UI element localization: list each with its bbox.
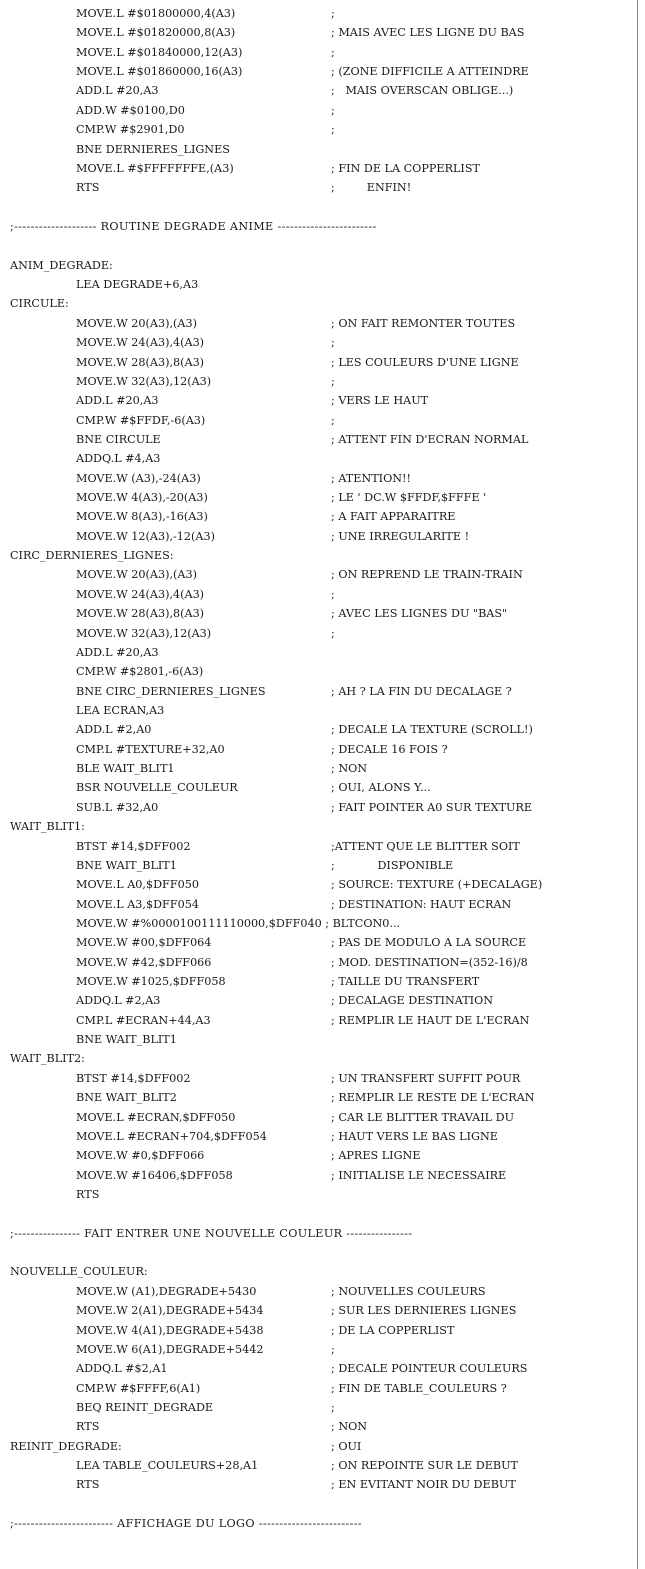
code-instruction: MOVE.L #$01820000,8(A3) <box>76 26 236 40</box>
code-instruction: RTS <box>76 1188 100 1201</box>
code-instruction: MOVE.W 24(A3),4(A3) <box>76 336 205 350</box>
code-comment: ; NON <box>331 762 368 775</box>
code-comment: ; DECALE LA TEXTURE (SCROLL!) <box>331 723 533 737</box>
code-comment: ; REMPLIR LE HAUT DE L'ECRAN <box>331 1013 530 1027</box>
code-comment: ;ATTENT QUE LE BLITTER SOIT <box>331 839 520 853</box>
code-instruction: MOVE.L #$01800000,4(A3) <box>76 7 236 20</box>
code-instruction: BNE WAIT_BLIT1 <box>76 858 177 872</box>
code-comment: ; <box>331 587 335 601</box>
code-comment: ; ATTENT FIN D'ECRAN NORMAL <box>331 432 529 446</box>
code-instruction: BNE CIRC_DERNIERES_LIGNES <box>76 684 266 698</box>
code-instruction: MOVE.W #%0000100111110000,$DFF040 ; BLTCON0... <box>76 916 401 930</box>
code-comment: ; DESTINATION: HAUT ECRAN <box>331 897 512 911</box>
code-instruction: CMP.W #$2801,-6(A3) <box>76 665 204 679</box>
code-comment: ; <box>331 123 335 137</box>
code-instruction: RTS <box>76 1478 100 1492</box>
code-instruction: ADDQ.L #2,A3 <box>76 994 161 1008</box>
code-instruction: BTST #14,$DFF002 <box>76 839 191 853</box>
code-comment: ; FIN DE TABLE_COULEURS ? <box>331 1381 507 1395</box>
code-comment: ; INITIALISE LE NECESSAIRE <box>331 1168 507 1182</box>
code-label: CIRC_DERNIERES_LIGNES: <box>10 549 174 563</box>
code-instruction: MOVE.W 28(A3),8(A3) <box>76 607 205 621</box>
code-instruction: ADD.L #20,A3 <box>76 645 159 659</box>
separator-text: ;------------------------ AFFICHAGE DU LOGO ------------------------- <box>10 1517 363 1531</box>
code-instruction: MOVE.L #ECRAN+704,$DFF054 <box>76 1129 267 1143</box>
code-label: REINIT_DEGRADE: <box>10 1439 122 1453</box>
code-instruction: MOVE.W (A1),DEGRADE+5430 <box>76 1284 257 1298</box>
code-comment: ; HAUT VERS LE BAS LIGNE <box>331 1129 498 1143</box>
code-instruction: MOVE.W 6(A1),DEGRADE+5442 <box>76 1342 264 1356</box>
code-instruction: MOVE.W 28(A3),8(A3) <box>76 355 205 369</box>
code-instruction: BEQ REINIT_DEGRADE <box>76 1400 214 1414</box>
code-comment: ; NOUVELLES COULEURS <box>331 1284 486 1298</box>
code-instruction: MOVE.L A0,$DFF050 <box>76 878 199 892</box>
code-comment: ; DE LA COPPERLIST <box>331 1323 455 1337</box>
code-comment: ; <box>331 1400 335 1414</box>
code-instruction: BSR NOUVELLE_COULEUR <box>76 781 238 795</box>
code-instruction: MOVE.W 8(A3),-16(A3) <box>76 510 208 524</box>
code-comment: ; VERS LE HAUT <box>331 394 429 408</box>
code-label: WAIT_BLIT2: <box>10 1052 85 1066</box>
code-instruction: MOVE.L #$01860000,16(A3) <box>76 65 243 79</box>
code-instruction: MOVE.L #$01840000,12(A3) <box>76 45 243 59</box>
code-instruction: LEA ECRAN,A3 <box>76 704 165 717</box>
code-instruction: MOVE.W 32(A3),12(A3) <box>76 374 212 388</box>
code-comment: ; CAR LE BLITTER TRAVAIL DU <box>331 1110 515 1124</box>
code-instruction: ADD.L #20,A3 <box>76 84 159 98</box>
code-comment: ; TAILLE DU TRANSFERT <box>331 975 480 988</box>
code-comment: ; FAIT POINTER A0 SUR TEXTURE <box>331 800 533 814</box>
code-instruction: CMP.W #$FFFF,6(A1) <box>76 1381 201 1395</box>
code-comment: ; <box>331 413 335 427</box>
code-comment: ; ON REPOINTE SUR LE DEBUT <box>331 1459 518 1472</box>
code-comment: ; SUR LES DERNIERES LIGNES <box>331 1304 517 1318</box>
code-comment: ; (ZONE DIFFICILE A ATTEINDRE <box>331 65 529 79</box>
code-comment: ; <box>331 103 335 117</box>
code-instruction: MOVE.W #00,$DFF064 <box>76 936 212 950</box>
code-comment: ; <box>331 7 335 20</box>
code-instruction: BLE WAIT_BLIT1 <box>76 762 175 775</box>
code-label: CIRCULE: <box>10 297 69 311</box>
code-instruction: MOVE.L #ECRAN,$DFF050 <box>76 1110 236 1124</box>
code-comment: ; REMPLIR LE RESTE DE L'ECRAN <box>331 1091 535 1105</box>
code-comment: ; <box>331 336 335 350</box>
code-instruction: MOVE.W #1025,$DFF058 <box>76 975 226 988</box>
code-instruction: CMP.W #$FFDF,-6(A3) <box>76 413 206 427</box>
code-instruction: MOVE.L A3,$DFF054 <box>76 897 199 911</box>
code-instruction: BTST #14,$DFF002 <box>76 1071 191 1085</box>
code-instruction: MOVE.W #16406,$DFF058 <box>76 1168 233 1182</box>
separator-text: ;-------------------- ROUTINE DEGRADE ANIME ------------------------ <box>10 220 377 233</box>
code-instruction: CMP.L #TEXTURE+32,A0 <box>76 742 225 756</box>
code-comment: ; LES COULEURS D'UNE LIGNE <box>331 355 519 369</box>
code-comment: ; A FAIT APPARAITRE <box>331 510 456 524</box>
code-comment: ; MAIS OVERSCAN OBLIGE...) <box>331 84 514 98</box>
code-label: ANIM_DEGRADE: <box>10 258 113 272</box>
code-instruction: MOVE.W 20(A3),(A3) <box>76 316 197 330</box>
code-comment: ; PAS DE MODULO A LA SOURCE <box>331 936 527 950</box>
code-instruction: BNE WAIT_BLIT1 <box>76 1033 177 1047</box>
code-comment: ; UN TRANSFERT SUFFIT POUR <box>331 1071 521 1085</box>
code-instruction: MOVE.W 4(A1),DEGRADE+5438 <box>76 1323 264 1337</box>
code-comment: ; ON FAIT REMONTER TOUTES <box>331 316 516 330</box>
code-instruction: MOVE.W 24(A3),4(A3) <box>76 587 205 601</box>
code-instruction: RTS <box>76 181 100 195</box>
code-instruction: ADD.L #2,A0 <box>76 723 152 737</box>
code-comment: ; DECALAGE DESTINATION <box>331 994 494 1008</box>
code-label: NOUVELLE_COULEUR: <box>10 1265 148 1279</box>
code-comment: ; MOD. DESTINATION=(352-16)/8 <box>331 955 528 969</box>
right-margin-rule <box>637 0 638 1569</box>
code-comment: ; DECALE POINTEUR COULEURS <box>331 1362 528 1376</box>
code-instruction: BNE CIRCULE <box>76 432 161 446</box>
code-instruction: CMP.L #ECRAN+44,A3 <box>76 1013 211 1027</box>
code-instruction: LEA DEGRADE+6,A3 <box>76 278 199 291</box>
code-instruction: RTS <box>76 1420 100 1434</box>
code-instruction: MOVE.W 12(A3),-12(A3) <box>76 529 215 543</box>
code-instruction: ADD.L #20,A3 <box>76 394 159 408</box>
code-comment: ; AVEC LES LIGNES DU "BAS" <box>331 607 508 621</box>
code-instruction: MOVE.L #$FFFFFFFE,(A3) <box>76 161 234 175</box>
code-comment: ; MAIS AVEC LES LIGNE DU BAS <box>331 26 525 40</box>
code-comment: ; DISPONIBLE <box>331 858 454 872</box>
code-comment: ; <box>331 626 335 640</box>
code-instruction: MOVE.W (A3),-24(A3) <box>76 471 201 485</box>
code-comment: ; <box>331 1342 335 1356</box>
separator-text: ;---------------- FAIT ENTRER UNE NOUVELLE COULEUR ---------------- <box>10 1226 413 1240</box>
code-comment: ; LE ' DC.W $FFDF,$FFFE ' <box>331 491 487 504</box>
code-comment: ; DECALE 16 FOIS ? <box>331 742 448 756</box>
code-comment: ; NON <box>331 1420 368 1434</box>
code-comment: ; ENFIN! <box>331 181 412 195</box>
code-instruction: MOVE.W 20(A3),(A3) <box>76 568 197 582</box>
code-instruction: BNE DERNIERES_LIGNES <box>76 142 230 156</box>
code-comment: ; UNE IRREGULARITE ! <box>331 529 470 543</box>
code-label: WAIT_BLIT1: <box>10 820 85 834</box>
code-comment: ; APRES LIGNE <box>331 1149 421 1163</box>
code-comment: ; <box>331 374 335 388</box>
code-instruction: LEA TABLE_COULEURS+28,A1 <box>76 1459 259 1472</box>
code-instruction: MOVE.W 32(A3),12(A3) <box>76 626 212 640</box>
code-instruction: ADDQ.L #4,A3 <box>76 452 161 466</box>
code-instruction: MOVE.W 4(A3),-20(A3) <box>76 491 208 504</box>
code-comment: ; ATENTION!! <box>331 471 412 485</box>
code-instruction: MOVE.W 2(A1),DEGRADE+5434 <box>76 1304 264 1318</box>
code-comment: ; ON REPREND LE TRAIN-TRAIN <box>331 568 523 582</box>
code-instruction: BNE WAIT_BLIT2 <box>76 1091 177 1105</box>
code-instruction: CMP.W #$2901,D0 <box>76 123 185 137</box>
code-comment: ; OUI, ALONS Y... <box>331 781 431 795</box>
code-instruction: ADDQ.L #$2,A1 <box>76 1362 168 1376</box>
code-instruction: MOVE.W #0,$DFF066 <box>76 1149 205 1163</box>
code-comment: ; FIN DE LA COPPERLIST <box>331 161 480 175</box>
code-instruction: SUB.L #32,A0 <box>76 800 159 814</box>
code-instruction: ADD.W #$0100,D0 <box>76 103 185 117</box>
code-instruction: MOVE.W #42,$DFF066 <box>76 955 212 969</box>
code-comment: ; OUI <box>331 1439 362 1453</box>
code-comment: ; EN EVITANT NOIR DU DEBUT <box>331 1478 516 1492</box>
code-comment: ; <box>331 45 335 59</box>
code-comment: ; SOURCE: TEXTURE (+DECALAGE) <box>331 878 543 892</box>
code-comment: ; AH ? LA FIN DU DECALAGE ? <box>331 684 512 698</box>
